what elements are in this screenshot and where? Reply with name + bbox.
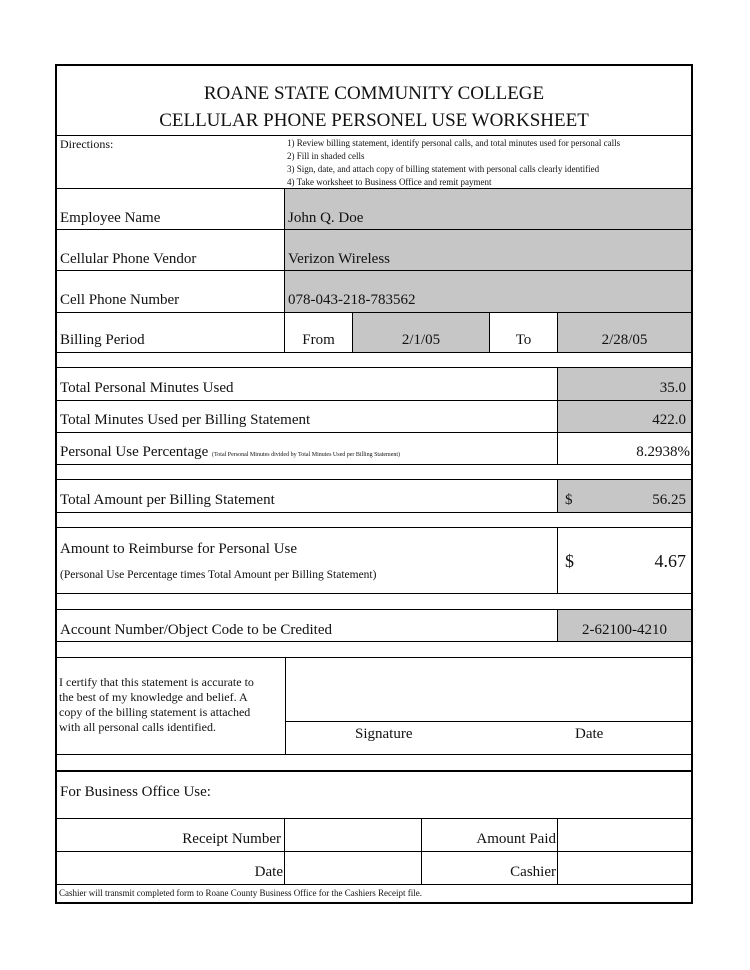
percentage-value: 8.2938% — [636, 444, 690, 460]
reimburse-note: (Personal Use Percentage times Total Amount per Billing Statement) — [60, 569, 377, 581]
divider — [57, 432, 691, 433]
signature-line — [285, 721, 691, 722]
receipt-number-label: Receipt Number — [182, 831, 281, 847]
direction-step-3: 3) Sign, date, and attach copy of billing statement with personal calls clearly identified — [287, 164, 600, 174]
business-office-heading: For Business Office Use: — [60, 784, 211, 800]
personal-minutes-value[interactable]: 35.0 — [659, 380, 686, 396]
amount-paid-field[interactable] — [558, 819, 691, 851]
reimburse-value: 4.67 — [654, 551, 686, 571]
office-date-label: Date — [254, 864, 283, 880]
total-minutes-label: Total Minutes Used per Billing Statement — [60, 412, 311, 428]
total-amount-label: Total Amount per Billing Statement — [60, 492, 275, 508]
directions-label: Directions: — [60, 137, 114, 151]
cashier-field[interactable] — [558, 852, 691, 884]
currency-symbol: $ — [565, 492, 573, 508]
certification-line-2: the best of my knowledge and belief. A — [59, 690, 248, 704]
college-title: ROANE STATE COMMUNITY COLLEGE — [203, 83, 545, 104]
divider — [57, 512, 691, 513]
amount-paid-label: Amount Paid — [476, 831, 556, 847]
from-date-value[interactable]: 2/1/05 — [401, 332, 441, 348]
worksheet-title: CELLULAR PHONE PERSONEL USE WORKSHEET — [159, 110, 589, 131]
receipt-number-field[interactable] — [285, 819, 421, 851]
divider — [57, 135, 691, 136]
total-minutes-value[interactable]: 422.0 — [652, 412, 686, 428]
employee-name-label: Employee Name — [60, 210, 161, 226]
vendor-value[interactable]: Verizon Wireless — [288, 251, 391, 267]
office-date-field[interactable] — [285, 852, 421, 884]
divider — [57, 352, 691, 353]
certification-line-4: with all personal calls identified. — [59, 720, 216, 734]
direction-step-2: 2) Fill in shaded cells — [287, 151, 365, 161]
worksheet-form — [55, 64, 693, 904]
direction-step-1: 1) Review billing statement, identify personal calls, and total minutes used for personal calls — [287, 138, 621, 148]
signature-field[interactable] — [286, 658, 691, 721]
percentage-label — [60, 444, 400, 461]
from-label: From — [302, 332, 335, 348]
direction-step-4: 4) Take worksheet to Business Office and remit payment — [287, 177, 492, 187]
currency-symbol: $ — [565, 551, 574, 571]
certification-line-3: copy of the billing statement is attached — [59, 705, 251, 719]
percentage-label-text: Personal Use Percentage — [60, 444, 209, 460]
divider — [57, 754, 691, 755]
divider — [57, 884, 691, 885]
percentage-note: (Total Personal Minutes divided by Total Minutes Used per Billing Statement) — [212, 452, 401, 458]
total-amount-value[interactable]: 56.25 — [652, 492, 686, 508]
divider — [57, 464, 691, 465]
account-number-label: Account Number/Object Code to be Credited — [60, 622, 333, 638]
divider — [57, 527, 691, 528]
vendor-label: Cellular Phone Vendor — [60, 251, 197, 267]
divider — [57, 593, 691, 594]
divider — [57, 641, 691, 642]
personal-minutes-label: Total Personal Minutes Used — [60, 380, 234, 396]
signature-label: Signature — [355, 726, 413, 742]
billing-period-label: Billing Period — [60, 332, 145, 348]
to-date-value[interactable]: 2/28/05 — [601, 332, 648, 348]
reimburse-label: Amount to Reimburse for Personal Use — [60, 541, 298, 557]
phone-number-value[interactable]: 078-043-218-783562 — [288, 292, 416, 308]
phone-number-label: Cell Phone Number — [60, 292, 180, 308]
to-label: To — [515, 332, 532, 348]
cashier-label: Cashier — [510, 864, 556, 880]
certification-line-1: I certify that this statement is accurate to — [59, 675, 254, 689]
account-number-value[interactable]: 2-62100-4210 — [582, 622, 667, 638]
employee-name-value[interactable]: John Q. Doe — [288, 210, 364, 226]
footer-note: Cashier will transmit completed form to Roane County Business Office for the Cashiers Receipt file. — [59, 888, 423, 898]
signature-date-label: Date — [575, 726, 604, 742]
divider — [57, 770, 691, 772]
